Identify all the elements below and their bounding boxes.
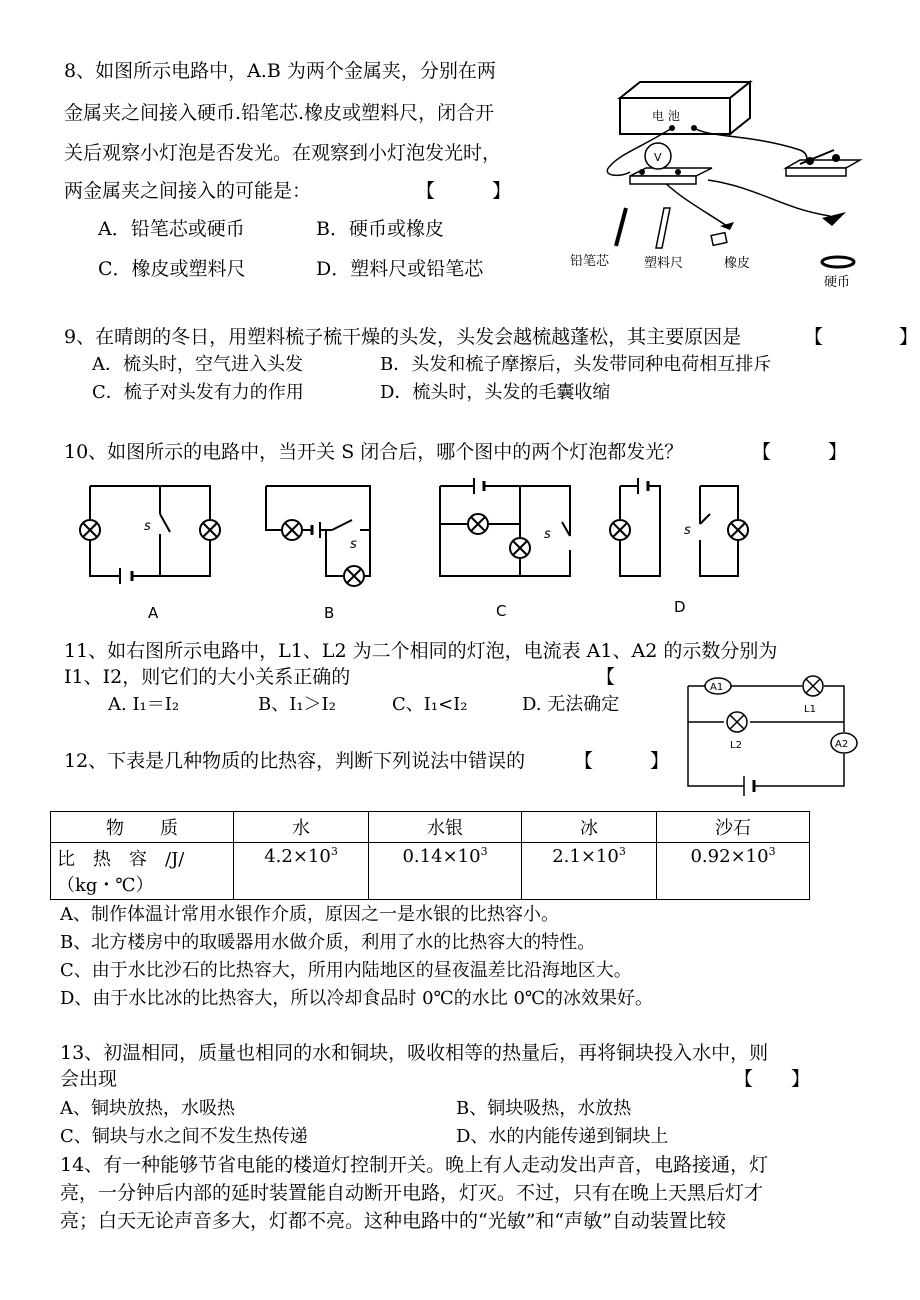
table-header-mercury: 水银 bbox=[369, 812, 522, 843]
q10-stem: 10、如图所示的电路中，当开关 S 闭合后，哪个图中的两个灯泡都发光？ bbox=[64, 441, 684, 463]
circuit-b-label: B bbox=[324, 604, 335, 622]
q11-option-c: C、I₁<I₂ bbox=[392, 694, 468, 715]
q8-line-2: 金属夹之间接入硬币.铅笔芯.橡皮或塑料尺，闭合开 bbox=[64, 102, 495, 124]
q11-answer-bracket: 【 bbox=[596, 666, 616, 688]
q8-option-d: D．塑料尺或铅笔芯 bbox=[316, 258, 484, 280]
table-header-substance: 物 质 bbox=[51, 812, 234, 843]
table-row bbox=[51, 843, 810, 900]
specific-heat-table bbox=[50, 811, 810, 900]
q9-stem: 9、在晴朗的冬日，用塑料梳子梳干燥的头发，头发会越梳越蓬松，其主要原因是 bbox=[64, 326, 742, 348]
q9-answer-bracket: 【 】 bbox=[804, 326, 919, 348]
q14-line-1: 14、有一种能够节省电能的楼道灯控制开关。晚上有人走动发出声音，电路接通，灯 bbox=[60, 1154, 769, 1176]
q14-line-3: 亮；白天无论声音多大，灯都不亮。这种电路中的“光敏”和“声敏”自动装置比较 bbox=[60, 1210, 726, 1232]
table-header-row bbox=[51, 812, 810, 843]
q11-circuit-figure bbox=[684, 676, 864, 800]
q13-answer-bracket: 【 】 bbox=[734, 1068, 811, 1090]
exponent: 3 bbox=[768, 845, 776, 858]
table-cell-mercury bbox=[369, 843, 522, 900]
q12-option-b: B、北方楼房中的取暖器用水做介质，利用了水的比热容大的特性。 bbox=[60, 932, 596, 953]
ruler-label: 塑料尺 bbox=[644, 256, 684, 271]
exponent: 3 bbox=[618, 845, 626, 858]
eraser-label: 橡皮 bbox=[724, 256, 751, 271]
q13-option-a: A、铜块放热，水吸热 bbox=[60, 1098, 235, 1119]
circuit-a-label: A bbox=[148, 604, 159, 622]
q12-stem: 12、下表是几种物质的比热容，判断下列说法中错误的 bbox=[64, 750, 526, 772]
q13-option-b: B、铜块吸热，水放热 bbox=[456, 1098, 632, 1119]
circuit-d-lamp-left bbox=[610, 520, 630, 540]
q12-option-a: A、制作体温计常用水银作介质，原因之一是水银的比热容小。 bbox=[60, 904, 559, 925]
circuit-c-switch-label: s bbox=[544, 527, 551, 542]
q11-line-2: I1、I2，则它们的大小关系正确的 bbox=[64, 666, 351, 688]
q12-option-c: C、由于水比沙石的比热容大，所用内陆地区的昼夜温差比沿海地区大。 bbox=[60, 960, 632, 981]
table-header-water: 水 bbox=[234, 812, 369, 843]
q8-line-1: 8、如图所示电路中，A.B 为两个金属夹，分别在两 bbox=[64, 60, 496, 82]
q11-option-d: D. 无法确定 bbox=[522, 694, 620, 715]
circuit-a-lamp-right bbox=[200, 520, 220, 540]
q12-option-d: D、由于水比冰的比热容大，所以冷却食品时 0℃的水比 0℃的冰效果好。 bbox=[60, 988, 654, 1009]
q10-answer-bracket: 【 】 bbox=[752, 441, 848, 463]
ammeter-a2-label: A2 bbox=[835, 739, 849, 750]
exponent: 3 bbox=[480, 845, 488, 858]
value-water: 4.2×10 bbox=[264, 846, 331, 867]
circuit-c-label: C bbox=[496, 602, 507, 620]
q13-option-c: C、铜块与水之间不发生热传递 bbox=[60, 1126, 308, 1147]
value-sandstone: 0.92×10 bbox=[690, 846, 769, 867]
table-row-label bbox=[51, 843, 234, 900]
circuit-a-switch-label: s bbox=[144, 519, 151, 534]
ammeter-a1-label: A1 bbox=[710, 682, 724, 693]
q8-option-c: C．橡皮或塑料尺 bbox=[98, 258, 246, 280]
circuit-c-lamp-1 bbox=[468, 514, 488, 534]
q11-option-b: B、I₁＞I₂ bbox=[258, 694, 336, 715]
circuit-d bbox=[620, 478, 738, 576]
q8-answer-bracket: 【 】 bbox=[416, 180, 512, 202]
coin-label: 硬币 bbox=[824, 275, 851, 290]
value-ice: 2.1×10 bbox=[552, 846, 619, 867]
q9-option-b: B．头发和梳子摩擦后，头发带同种电荷相互排斥 bbox=[380, 354, 772, 375]
q8-option-a: A．铅笔芯或硬币 bbox=[98, 218, 245, 240]
circuit-b-switch-label: s bbox=[350, 537, 357, 552]
table-header-ice: 冰 bbox=[521, 812, 656, 843]
circuit-a bbox=[90, 486, 210, 584]
battery-label: 电 池 bbox=[652, 109, 680, 123]
q8-option-b: B．硬币或橡皮 bbox=[316, 218, 444, 240]
pencil-label: 铅笔芯 bbox=[570, 254, 610, 269]
q10-circuit-figures bbox=[70, 478, 760, 622]
q13-line-1: 13、初温相同，质量也相同的水和铜块，吸收相等的热量后，再将铜块投入水中，则 bbox=[60, 1042, 769, 1064]
exponent: 3 bbox=[330, 845, 338, 858]
q8-line-4: 两金属夹之间接入的可能是： bbox=[64, 180, 312, 202]
circuit-d-lamp-right bbox=[728, 520, 748, 540]
q8-circuit-figure bbox=[560, 68, 880, 298]
table-row-label-line-1: 比 热 容 /J/ bbox=[57, 849, 185, 870]
q11-line-1: 11、如右图所示电路中，L1、L2 为二个相同的灯泡，电流表 A1、A2 的示数分别为 bbox=[64, 640, 778, 662]
table-cell-ice bbox=[521, 843, 656, 900]
circuit-b-lamp-left bbox=[282, 520, 302, 540]
table-header-sandstone: 沙石 bbox=[657, 812, 810, 843]
q8-line-3: 关后观察小灯泡是否发光。在观察到小灯泡发光时， bbox=[64, 142, 502, 164]
q9-option-c: C．梳子对头发有力的作用 bbox=[92, 382, 304, 403]
circuit-d-switch-label: s bbox=[684, 523, 691, 538]
q13-option-d: D、水的内能传递到铜块上 bbox=[456, 1126, 669, 1147]
value-mercury: 0.14×10 bbox=[402, 846, 481, 867]
lamp-l2-label: L2 bbox=[730, 740, 742, 751]
q9-option-a: A．梳头时，空气进入头发 bbox=[92, 354, 303, 375]
circuit-d-label: D bbox=[674, 598, 686, 616]
bulb-label: V bbox=[654, 151, 662, 164]
circuit-c-lamp-2 bbox=[510, 538, 530, 558]
q13-line-2: 会出现 bbox=[60, 1068, 118, 1090]
circuit-b-lamp-bottom bbox=[344, 566, 364, 586]
table-row-label-line-2: （kg・℃） bbox=[57, 875, 154, 896]
q9-option-d: D．梳头时，头发的毛囊收缩 bbox=[380, 382, 611, 403]
q12-answer-bracket: 【 】 bbox=[574, 750, 670, 772]
q14-line-2: 亮，一分钟后内部的延时装置能自动断开电路，灯灭。不过，只有在晚上天黑后灯才 bbox=[60, 1182, 764, 1204]
table-cell-sandstone bbox=[657, 843, 810, 900]
circuit-a-lamp-left bbox=[80, 520, 100, 540]
q11-option-a: A. I₁＝I₂ bbox=[108, 694, 180, 715]
lamp-l1-label: L1 bbox=[804, 704, 816, 715]
table-cell-water bbox=[234, 843, 369, 900]
